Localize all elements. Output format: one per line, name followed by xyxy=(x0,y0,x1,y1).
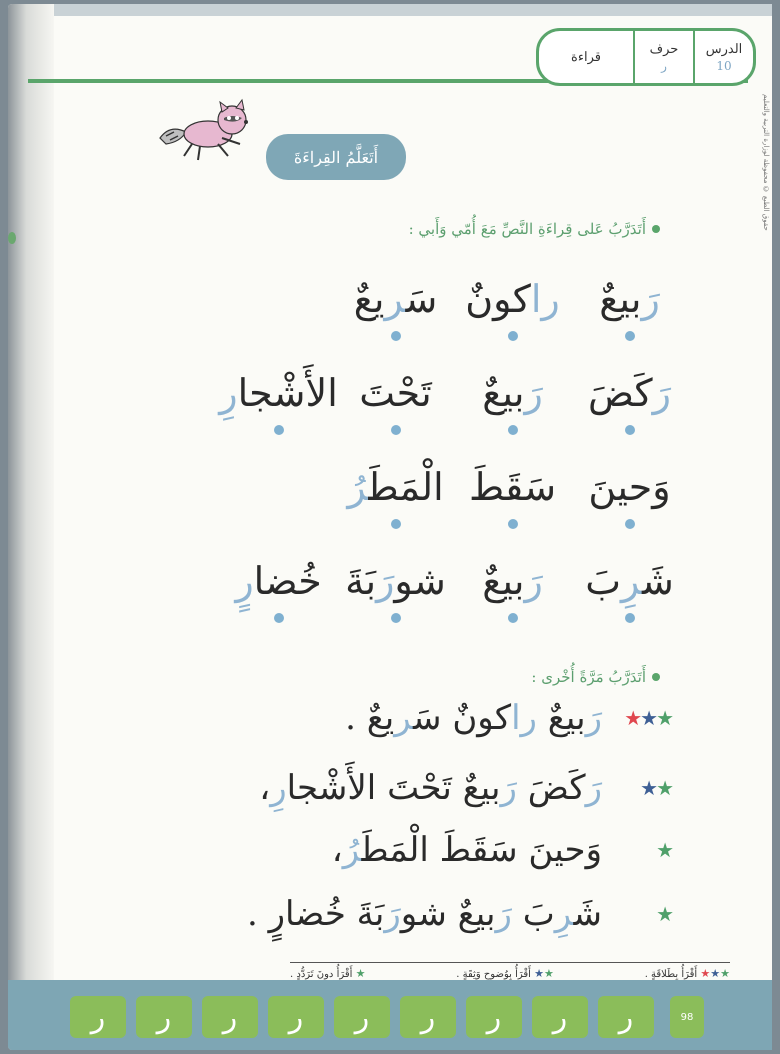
word-part: شو xyxy=(394,559,446,603)
word-cell xyxy=(220,363,337,435)
word-part: خُضا xyxy=(253,559,322,603)
top-band xyxy=(54,4,772,16)
letter-tile: ر xyxy=(334,996,390,1038)
legend-text: أَقْرَأُ بِطَلاقَةٍ . xyxy=(644,969,698,980)
highlighted-letter: رِ xyxy=(554,894,574,934)
word-part: الأَشْجا xyxy=(237,371,338,415)
reading-legend xyxy=(290,967,730,980)
word xyxy=(347,457,443,517)
highlighted-letter: رٍ xyxy=(235,559,254,603)
word-cell xyxy=(337,551,454,623)
word-part: بَةَ xyxy=(345,559,377,603)
word-cell xyxy=(454,457,571,529)
word-cell xyxy=(454,551,571,623)
word xyxy=(354,269,438,329)
sentence-part: يعٌ . xyxy=(345,698,395,738)
highlighted-letter: رُ xyxy=(347,465,369,509)
sentence-part: بَ xyxy=(511,894,555,934)
legend-stars: ★★ xyxy=(534,967,554,980)
word-part: شَ xyxy=(641,559,674,603)
word-row xyxy=(218,269,688,341)
word xyxy=(235,551,321,611)
letter-tile: ر xyxy=(268,996,324,1038)
highlighted-letter: رَ xyxy=(652,371,672,415)
reading-dot xyxy=(274,425,284,435)
word-grid xyxy=(218,269,688,645)
sentence-part: ، xyxy=(331,830,343,870)
sentence-line xyxy=(112,698,672,738)
word-part: كونٌ xyxy=(465,277,531,321)
star-rating xyxy=(612,706,672,730)
highlighted-letter: رَ xyxy=(585,768,602,808)
word-part: كَضَ xyxy=(588,371,653,415)
word-cell xyxy=(454,269,571,341)
book-spine xyxy=(8,4,54,1050)
word xyxy=(359,363,431,423)
word xyxy=(469,457,556,517)
footer-band xyxy=(8,980,772,1050)
legend-text: أَقْرَأُ بِوُضوحٍ وَثِقَةٍ . xyxy=(456,969,531,980)
highlighted-letter: رَ xyxy=(384,894,401,934)
highlighted-letter: ر xyxy=(394,698,414,738)
legend-stars: ★ xyxy=(355,967,366,980)
sentence-text xyxy=(259,768,612,808)
letter-cell xyxy=(633,31,693,83)
word-row xyxy=(218,551,688,623)
reading-dot xyxy=(391,331,401,341)
letter-value: ر xyxy=(661,58,667,73)
word xyxy=(219,363,338,423)
copyright-side-note: حقوق الطبع © محفوظة لوزارة التربية والتعليم xyxy=(762,94,770,231)
reading-dot xyxy=(508,331,518,341)
word-part: سَ xyxy=(405,277,438,321)
lesson-number: 10 xyxy=(716,58,732,73)
sentence-part: وَحينَ سَقَطَ الْمَطَ xyxy=(361,830,602,870)
word-cell xyxy=(337,269,454,341)
letter-tile: ر xyxy=(202,996,258,1038)
highlighted-letter: رِ xyxy=(270,768,287,808)
highlighted-letter: رِ xyxy=(620,559,642,603)
sentence-part: ، xyxy=(259,768,271,808)
reading-dot xyxy=(508,613,518,623)
word xyxy=(345,551,446,611)
sentence-part: بيعٌ تَحْتَ الأَشْجا xyxy=(286,768,501,808)
word xyxy=(585,551,674,611)
legend-text: أَقْرَأُ دونَ تَرَدُّدٍ . xyxy=(290,969,353,980)
reading-dot xyxy=(391,613,401,623)
reading-dot xyxy=(625,613,635,623)
skill-cell xyxy=(539,31,633,83)
star-icon: ★ xyxy=(656,706,672,730)
letter-tile: ر xyxy=(70,996,126,1038)
legend-item xyxy=(456,967,554,980)
word xyxy=(588,363,671,423)
lesson-label: الدرس xyxy=(705,41,743,57)
word-part: تَحْتَ xyxy=(359,371,432,415)
highlighted-letter: ر xyxy=(384,277,406,321)
highlighted-letter: رَ xyxy=(524,371,543,415)
star-icon: ★ xyxy=(656,902,672,926)
word-part: الْمَطَ xyxy=(368,465,444,509)
sentence-part: بيعٌ xyxy=(536,698,586,738)
legend-item xyxy=(645,967,730,980)
highlighted-letter: رَ xyxy=(524,559,543,603)
letter-tile: ر xyxy=(532,996,588,1038)
word-part: بيعٌ xyxy=(482,559,525,603)
book-page xyxy=(8,4,772,1050)
word-cell xyxy=(571,457,688,529)
star-icon: ★ xyxy=(640,776,657,800)
sentence-text xyxy=(332,830,612,870)
skill-label: قراءة xyxy=(571,49,601,65)
highlighted-letter: رَ xyxy=(585,698,602,738)
bullet-dot xyxy=(652,225,660,233)
word xyxy=(588,457,670,517)
sentence-line xyxy=(112,768,672,808)
sentence-line xyxy=(112,830,672,870)
highlighted-letter: رَ xyxy=(500,768,517,808)
star-rating xyxy=(612,902,672,926)
legend-divider xyxy=(290,962,730,963)
word-cell xyxy=(337,457,454,529)
word-part: بَ xyxy=(585,559,621,603)
word-part: سَقَطَ xyxy=(468,465,557,509)
word-part: وَحينَ xyxy=(588,465,671,509)
lesson-cell xyxy=(693,31,753,83)
reading-dot xyxy=(508,425,518,435)
highlighted-letter: را xyxy=(530,277,560,321)
instruction-text: أَتَدَرَّبُ عَلى قِراءَةِ النَّصِّ مَعَ أُمّي وَأَبي : xyxy=(408,220,646,238)
word xyxy=(482,363,543,423)
highlighted-letter: رَ xyxy=(376,559,395,603)
highlighted-letter: رُ xyxy=(342,830,362,870)
page-number: 98 xyxy=(670,996,704,1038)
raccoon-illustration xyxy=(156,98,264,168)
legend-item xyxy=(290,967,365,980)
reading-dot xyxy=(274,613,284,623)
star-rating xyxy=(612,838,672,862)
word-cell xyxy=(220,551,337,623)
instruction-again xyxy=(531,668,660,686)
letter-tile: ر xyxy=(400,996,456,1038)
word-cell xyxy=(337,363,454,435)
word-cell xyxy=(571,551,688,623)
word-cell xyxy=(454,363,571,435)
word-cell xyxy=(571,269,688,341)
sentence-line xyxy=(112,894,672,934)
reading-dot xyxy=(625,425,635,435)
reading-dot xyxy=(625,519,635,529)
star-icon: ★ xyxy=(656,776,672,800)
lesson-header xyxy=(536,28,756,86)
word-part: يعٌ xyxy=(353,277,385,321)
star-icon: ★ xyxy=(656,838,672,862)
reading-dot xyxy=(508,519,518,529)
letter-tiles xyxy=(70,996,704,1038)
star-icon: ★ xyxy=(624,706,641,730)
bullet-dot xyxy=(652,673,660,681)
legend-stars: ★★★ xyxy=(700,967,730,980)
letter-tile: ر xyxy=(136,996,192,1038)
sentence-text xyxy=(247,894,612,934)
word-row xyxy=(218,363,688,435)
star-icon: ★ xyxy=(640,706,657,730)
reading-dot xyxy=(391,519,401,529)
star-rating xyxy=(612,776,672,800)
section-title: أَتَعَلَّمُ القِراءَةَ xyxy=(293,147,379,167)
sentence-part: بيعٌ شو xyxy=(400,894,496,934)
highlighted-letter: رَ xyxy=(495,894,512,934)
letter-tile: ر xyxy=(598,996,654,1038)
sentence-part: كَضَ xyxy=(516,768,586,808)
word xyxy=(599,269,660,329)
sentence-part: بَةَ خُضارٍ . xyxy=(246,894,385,934)
word-part: بيعٌ xyxy=(482,371,525,415)
instruction-practice xyxy=(409,220,660,238)
letter-label: حرف xyxy=(649,41,679,57)
reading-dot xyxy=(391,425,401,435)
sentence-text xyxy=(345,698,612,738)
highlighted-letter: را xyxy=(511,698,537,738)
instruction-text: أَتَدَرَّبُ مَرَّةً أُخْرى : xyxy=(531,668,646,686)
letter-tile: ر xyxy=(466,996,522,1038)
word-row xyxy=(218,457,688,529)
sentence-part: شَ xyxy=(573,894,602,934)
word-part: بيعٌ xyxy=(599,277,642,321)
reading-dot xyxy=(625,331,635,341)
word xyxy=(482,551,543,611)
word-cell xyxy=(571,363,688,435)
sentence-part: كونٌ سَ xyxy=(413,698,512,738)
highlighted-letter: رَ xyxy=(641,277,660,321)
section-title-badge xyxy=(266,134,406,180)
word xyxy=(465,269,560,329)
highlighted-letter: رِ xyxy=(219,371,238,415)
spine-dot xyxy=(8,232,16,244)
